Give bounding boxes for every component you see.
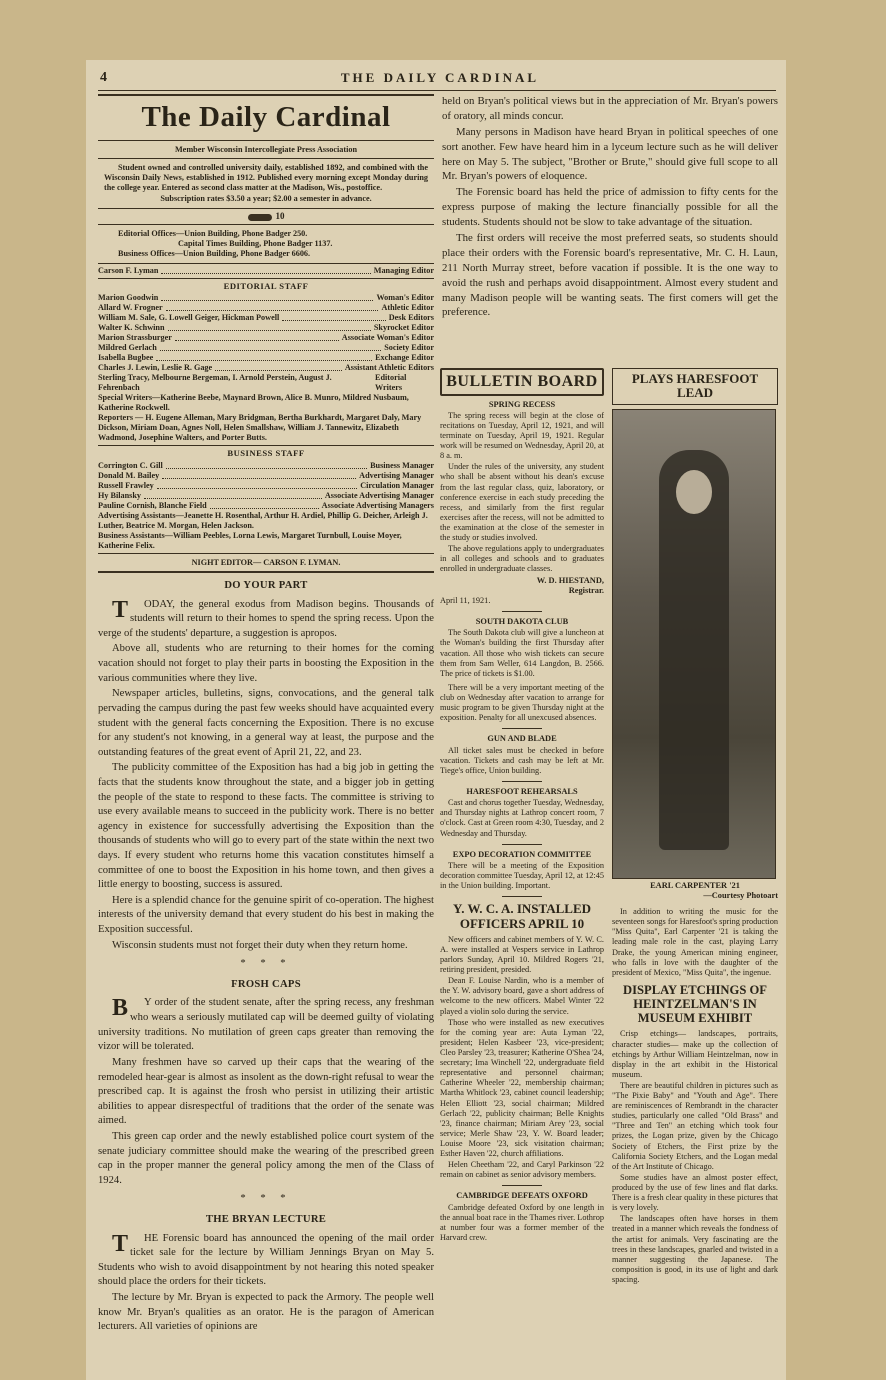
bulletin-heading: SOUTH DAKOTA CLUB (475, 617, 569, 627)
staff-row (98, 353, 434, 363)
cambridge-headline: CAMBRIDGE DEFEATS OXFORD (456, 1191, 588, 1201)
bulletin-paragraph: Cast and chorus together Tuesday, Wednesday, and Thursday nights at Lathrop concert room, 7 o'clock. Cast at Green room 4:30, Tuesday, and 2 Wednesday and Thursday. (440, 798, 604, 838)
editorial-paragraph: The publicity committee of the Exposition has had a big job in getting the facts that the students know throughout the state, and a bigger job in getting the people of the state to respond to these facts. The committee is striving to use every available means to succeed in the publicity work. There is no better agency in existence for successfully advertising the Exposition than the thousands of students who will go to every part of the state within the next two days. If every student who returns home this vacation constitutes himself a committee of one to boost the Exposition in his home town, and then gives a little energy to boosting, success is assured. (98, 762, 434, 891)
bulletin-signature: W. D. HIESTAND, (536, 575, 604, 585)
subscription-rates: Subscription rates $3.50 a year; $2.00 a semester in advance. (160, 194, 372, 204)
staff-row (98, 373, 434, 393)
bulletin-paragraph: The spring recess will begin at the close of recitations on Tuesday, April 12, 1921, and will terminate on Tuesday, April 19, 1921. Regular work will be resumed on Wednesday, April 20, at 8 a. m. (440, 410, 604, 461)
staff-name: Isabella Bugbee (98, 353, 154, 363)
editorial-paragraph: The Forensic board has held the price of admission to fifty cents for the express purpose of making the lecture financially possible for all the students. Students should not be slow to take advantage of the situation. (442, 186, 778, 229)
figure-head (676, 470, 712, 514)
staff-name: Hy Bilansky (98, 490, 142, 500)
portrait-photo (612, 409, 776, 879)
editorial-paragraph: BY order of the student senate, after the spring recess, any freshman who wears a seriously mutilated cap will be deemed guilty of violating university traditions. No mutilation of green caps greater than removing the vizor will be tolerated. (98, 995, 434, 1053)
reporters: Reporters — H. Eugene Alleman, Mary Bridgman, Bertha Burkhardt, Margaret Daly, Mary Dickson, Miriam Doan, Agnes Noll, Helen Smallshaw, William J. Tannewitz, Elizabeth Wadmond, Josephine Walters, and Porter Butts. (98, 413, 422, 443)
business-staff (98, 446, 434, 553)
staff-row (98, 363, 434, 373)
haresfoot-headline: PLAYS HARESFOOT LEAD (612, 368, 778, 405)
editorial-headline: FROSH CAPS (231, 978, 301, 990)
bulletin-paragraph: Under the rules of the university, any student who shall be absent without his dean's excuse from the last regular class, quiz, laboratory, or conference exercise in each study preceding the recess, and similarly from the first regular exercises after the recess, will not be admitted to the examination at the close of the semester in the study or studies involved. (440, 462, 604, 543)
etchings-paragraph: The landscapes often have horses in them treated in a manner which reveals the fondness of the artist for animals. Very fascinating are the trees in these landscapes, gnarled and twisted in a manner suggesting the Japanese. The composition is good, in its use of light and dark spacing. (612, 1214, 778, 1285)
bulletin-paragraph: There will be a meeting of the Exposition decoration committee Tuesday, April 12, at 12:45 in the Union building. Important. (440, 860, 604, 891)
etchings-paragraph: There are beautiful children in pictures such as "The Pixie Baby" and "Youth and Age". There are reminiscences of Rembrandt in the character studies, particularly one called "Old Brass" and "Three and Ten" an etching which took four prizes, the Logan prize, given by the Chicago Society of Etchers, the First prize by the California Society Etchers, and the Logan medal of the Art Institute of Chicago. (612, 1080, 778, 1171)
managing-editor-row (98, 264, 434, 279)
bulletin-paragraph: The above regulations apply to undergraduates in all colleges and schools and to graduates enrolled in undergraduate classes. (440, 544, 604, 574)
ywca-paragraph: New officers and cabinet members of Y. W. C. A. were installed at Vespers service in Lathrop parlors Sunday, April 10. Mildred Rogers '21, retiring president, presided. (440, 934, 604, 975)
edition-number: 10 (275, 211, 285, 222)
office-line: Editorial Offices—Union Building, Phone Badger 250. (118, 228, 308, 238)
bulletin-signature-title: Registrar. (568, 585, 604, 595)
staff-name: Mildred Gerlach (98, 343, 157, 353)
haresfoot-paragraph: In addition to writing the music for the seventeen songs for Haresfoot's spring production "Miss Quita", Earl Carpenter '21 is taking the leading male role in the cast, playing Larry Drake, the young American mining engineer, who falls in love with the daughter of the president of Mexico, "Miss Quita", the ingenue. (612, 907, 778, 977)
section-divider: * * * (240, 1193, 292, 1205)
staff-role: Society Editor (384, 343, 434, 353)
etchings-headline: DISPLAY ETCHINGS OF HEINTZELMAN'S IN MUSEUM EXHIBIT (623, 982, 767, 1025)
staff-row (98, 313, 434, 323)
editorial-paragraph: Many freshmen have so carved up their caps that the wearing of the remodeled hear-gear is almost as insolent as the down-right refusal to wear the prescribed cap. It is against the frosh who persist in utilizing their artistic abilities to appear disrespectful of traditions that the order of the senate was aimed. (98, 1056, 434, 1127)
editorial-paragraph: TODAY, the general exodus from Madison begins. Thousands of students will return to their homes to spend the spring recess. Upon the verge of the students' departure, a suggestion is apropos. (98, 596, 434, 639)
rule (502, 844, 542, 845)
editorial-paragraph: THE Forensic board has announced the opening of the mail order ticket sale for the lecture by William Jennings Bryan on May 5. Students who wish to avoid disappointment by not hearing this noted speaker should place the orders for their tickets. (98, 1230, 434, 1288)
staff-role: Desk Editors (388, 313, 434, 323)
staff-row (98, 303, 434, 313)
editorial-paragraph: Newspaper articles, bulletins, signs, convocations, and the general talk pervading the campus during the past few weeks should have acquainted every student with the general facts concerning the Exposition. There is no excuse for any student's not knowing, in a general way at least, the purpose and the outstanding features of the great event of April 21, 22, and 23. (98, 688, 434, 758)
staff-role: Editorial Writers (374, 373, 407, 393)
bulletin-paragraph: The South Dakota club will give a luncheon at the Woman's building the first Thursday after vacation. All those who wish tickets can secure them from Sam Weller, 614 Langdon, B. 2566. The price of tickets is $1.00. (440, 628, 604, 678)
staff-role: Exchange Editor (375, 353, 434, 363)
staff-name: Marion Strassburger (98, 333, 172, 343)
publication-text: Student owned and controlled university daily, established 1892, and combined with the Wisconsin Daily News, established in 1912. Published every morning except Monday during the college year. Entered as second class matter at the Madison, Wis., postoffice. (104, 163, 428, 193)
emblem-icon (248, 214, 272, 221)
staff-role: Assistant Athletic Editors (344, 363, 434, 373)
staff-name: Marion Goodwin (98, 293, 159, 303)
member-line: Member Wisconsin Intercollegiate Press Association (98, 141, 434, 159)
staff-role: Woman's Editor (376, 293, 434, 303)
header-rule (98, 90, 776, 91)
staff-row (98, 461, 434, 471)
etchings-paragraph: Some studies have an almost poster effect, produced by the use of few lines and flat darks. There is a fresh clear quality in these pictures that is very lovely. (612, 1172, 778, 1213)
paper-name: THE DAILY CARDINAL (340, 70, 540, 85)
rule (502, 781, 542, 782)
staff-role: Associate Woman's Editor (341, 333, 434, 343)
editorial-paragraph: Wisconsin students must not forget their duty when they return home. (112, 939, 408, 951)
staff-name: Walter K. Schwinn (98, 323, 165, 333)
rule (502, 896, 542, 897)
offices (98, 225, 434, 264)
staff-role: Associate Advertising Managers (321, 500, 434, 510)
bulletin-heading: EXPO DECORATION COMMITTEE (452, 849, 592, 859)
office-line: Capital Times Building, Phone Badger 1137. (178, 238, 333, 248)
staff-role: Circulation Manager (360, 480, 434, 490)
editorial-paragraph: Above all, students who are returning to their homes for the coming vacation should not forget to play their parts in boosting the Exposition in the various communities where they live. (98, 643, 434, 684)
masthead-title: The Daily Cardinal (98, 94, 434, 141)
staff-row (98, 343, 434, 353)
night-editor: NIGHT EDITOR— CARSON F. LYMAN. (98, 554, 434, 573)
column-continuation (442, 94, 778, 364)
section-divider: * * * (240, 958, 292, 970)
cambridge-paragraph: Cambridge defeated Oxford by one length in the annual boat race in the Thames river. Lothrop at number four was a former member of the Harvard crew. (440, 1202, 604, 1242)
staff-role: Business Manager (370, 460, 434, 470)
newspaper-page (86, 60, 786, 1380)
staff-name: Pauline Cornish, Blanche Field (98, 500, 207, 510)
ywca-paragraph: Those who were installed as new executives for the coming year are: Auta Lyman '22, president; Helen Kasbeer '23, vice-president; Cleo Parsley '23, treasurer; Katherine O'Shea '24, secretary; Ima Winchell '22, undergraduate field representative and personnel chairman; Catherine Wheeler '22, membership chairman; Martha Whitlock '23, cabinet council leadership; Helen Elliott '23, social chairman; Mildred Gerlach '22, publicity chairman; Belle Knights '23, finance chairman; Miriam Arey '23, social service; Merle Shaw '23, Y. W. Board leader; Louise Moore '23, sick visitation chairman; Esther Haven '22, church affiliations. (440, 1017, 604, 1159)
staff-role: Associate Advertising Manager (324, 490, 434, 500)
staff-row (98, 491, 434, 501)
staff-name: Allard W. Frogner (98, 303, 163, 313)
edition-mark (98, 208, 434, 224)
editorial-paragraph: This green cap order and the newly established police court system of the senate judiciary committee should make the wearing of the prescribed green cap in the proper manner the general policy among the men of the Class of 1924. (98, 1130, 434, 1186)
staff-row (98, 333, 434, 343)
bulletin-board-title: BULLETIN BOARD (440, 368, 604, 396)
column-left (98, 94, 434, 1376)
page-number: 4 (100, 70, 110, 85)
staff-row (98, 323, 434, 333)
photo-caption: EARL CARPENTER '21 (650, 880, 740, 890)
editorial-staff-heading: EDITORIAL STAFF (223, 280, 309, 291)
bulletin-date: April 11, 1921. (440, 596, 491, 606)
staff-name: Donald M. Bailey (98, 470, 160, 480)
etchings-paragraph: Crisp etchings— landscapes, portraits, character studies— make up the collection of etchings by Arthur William Heintzelman, now in display in the art exhibit in the Historical museum. (612, 1029, 778, 1079)
staff-name: Corrington C. Gill (98, 460, 163, 470)
staff-name: Carson F. Lyman (98, 265, 159, 275)
column-bulletin (440, 368, 604, 1376)
staff-name: Russell Frawley (98, 480, 154, 490)
ywca-paragraph: Helen Cheetham '22, and Caryl Parkinson '22 remain on cabinet as senior advisory members. (440, 1160, 604, 1180)
staff-role: Skyrocket Editor (373, 323, 434, 333)
staff-row (98, 293, 434, 303)
bulletin-paragraph: There will be a very important meeting of the club on Wednesday after vacation to arrange for music program to be given Thursday night at the exposition. Penalty for all unexcused absences. (440, 682, 604, 723)
editorial-staff (98, 279, 434, 446)
bulletin-heading: SPRING RECESS (488, 399, 556, 409)
editorial-paragraph: held on Bryan's political views but in the appreciation of Mr. Bryan's powers of oratory, all minds concur. (442, 95, 778, 122)
photo-credit: —Courtesy Photoart (703, 890, 778, 900)
ywca-paragraph: Dean F. Louise Nardin, who is a member of the Y. W. advisory board, gave a short address of welcome to the new officers. Mabel Winter '22 played a violin solo during the service. (440, 976, 604, 1016)
business-staff-heading: BUSINESS STAFF (227, 448, 305, 459)
bulletin-heading: GUN AND BLADE (487, 734, 557, 744)
editorial-headline: THE BRYAN LECTURE (205, 1214, 327, 1225)
editorial-paragraph: Many persons in Madison have heard Bryan in political speeches of one sort another. Few have heard him in a lyceum lecture such as he will deliver here on May 5. The subject, "Brother or Brute," should give full scope to all Mr. Bryan's powers of eloquence. (442, 125, 778, 183)
column-feature (612, 368, 778, 1376)
bulletin-paragraph: All ticket sales must be checked in before vacation. Tickets and cash may be left at Mr. Tiege's office, Union building. (440, 745, 604, 775)
ywca-headline: Y. W. C. A. INSTALLED OFFICERS APRIL 10 (453, 901, 591, 931)
office-line: Business Offices—Union Building, Phone Badger 6606. (118, 248, 311, 258)
rule (502, 611, 542, 612)
bulletin-heading: HARESFOOT REHEARSALS (466, 786, 578, 796)
staff-name: William M. Sale, G. Lowell Geiger, Hickman Powell (98, 313, 280, 323)
staff-role: Athletic Editor (381, 303, 434, 313)
editorial-paragraph: Here is a splendid chance for the genuine spirit of co-operation. The highest interests of the university demand that every student do his best in making the Exposition successful. (98, 894, 434, 936)
page-header (100, 70, 780, 90)
business-assistants: Business Assistants—William Peebles, Lorna Lewis, Margaret Turnbull, Louise Moyer, Katherine Felix. (98, 530, 402, 550)
staff-row (98, 481, 434, 491)
advertising-assistants: Advertising Assistants—Jeanette H. Rosenthal, Arthur H. Ardiel, Phillip G. Deicher, Arleigh J. Luther, Beatrice M. Morgan, Helen Jackson. (98, 510, 428, 530)
editorial-paragraph: The lecture by Mr. Bryan is expected to pack the Armory. The people well know Mr. Bryan's qualities as an orator. He is the paragon of American lecturers. All varieties of opinions are (98, 1292, 434, 1333)
staff-row (98, 501, 434, 511)
rule (502, 728, 542, 729)
rule (502, 1185, 542, 1186)
staff-name: Charles J. Lewin, Leslie R. Gage (98, 363, 213, 373)
editorial-headline: DO YOUR PART (224, 580, 308, 592)
staff-name: Sterling Tracy, Melbourne Bergeman, I. Arnold Perstein, August J. Fehrenbach (98, 373, 332, 393)
staff-row (98, 471, 434, 481)
staff-role: Advertising Manager (359, 470, 434, 480)
staff-role: Managing Editor (373, 265, 434, 275)
editorial-paragraph: The first orders will receive the most preferred seats, so students should place their orders with the Forensic board's representative, Mr. C. H. Laun, 211 North Murray street, before vacation if possible. It is the one way to avoid the rush and perhaps avoid disappointment. Almost every student and many Madison people will be wanting seats. The first comers will get the preference. (442, 232, 778, 319)
publication-info (98, 159, 434, 208)
special-writers: Special Writers—Katherine Beebe, Maynard Brown, Alice B. Munro, Mildred Nusbaum, Katherine Rockwell. (98, 393, 409, 413)
